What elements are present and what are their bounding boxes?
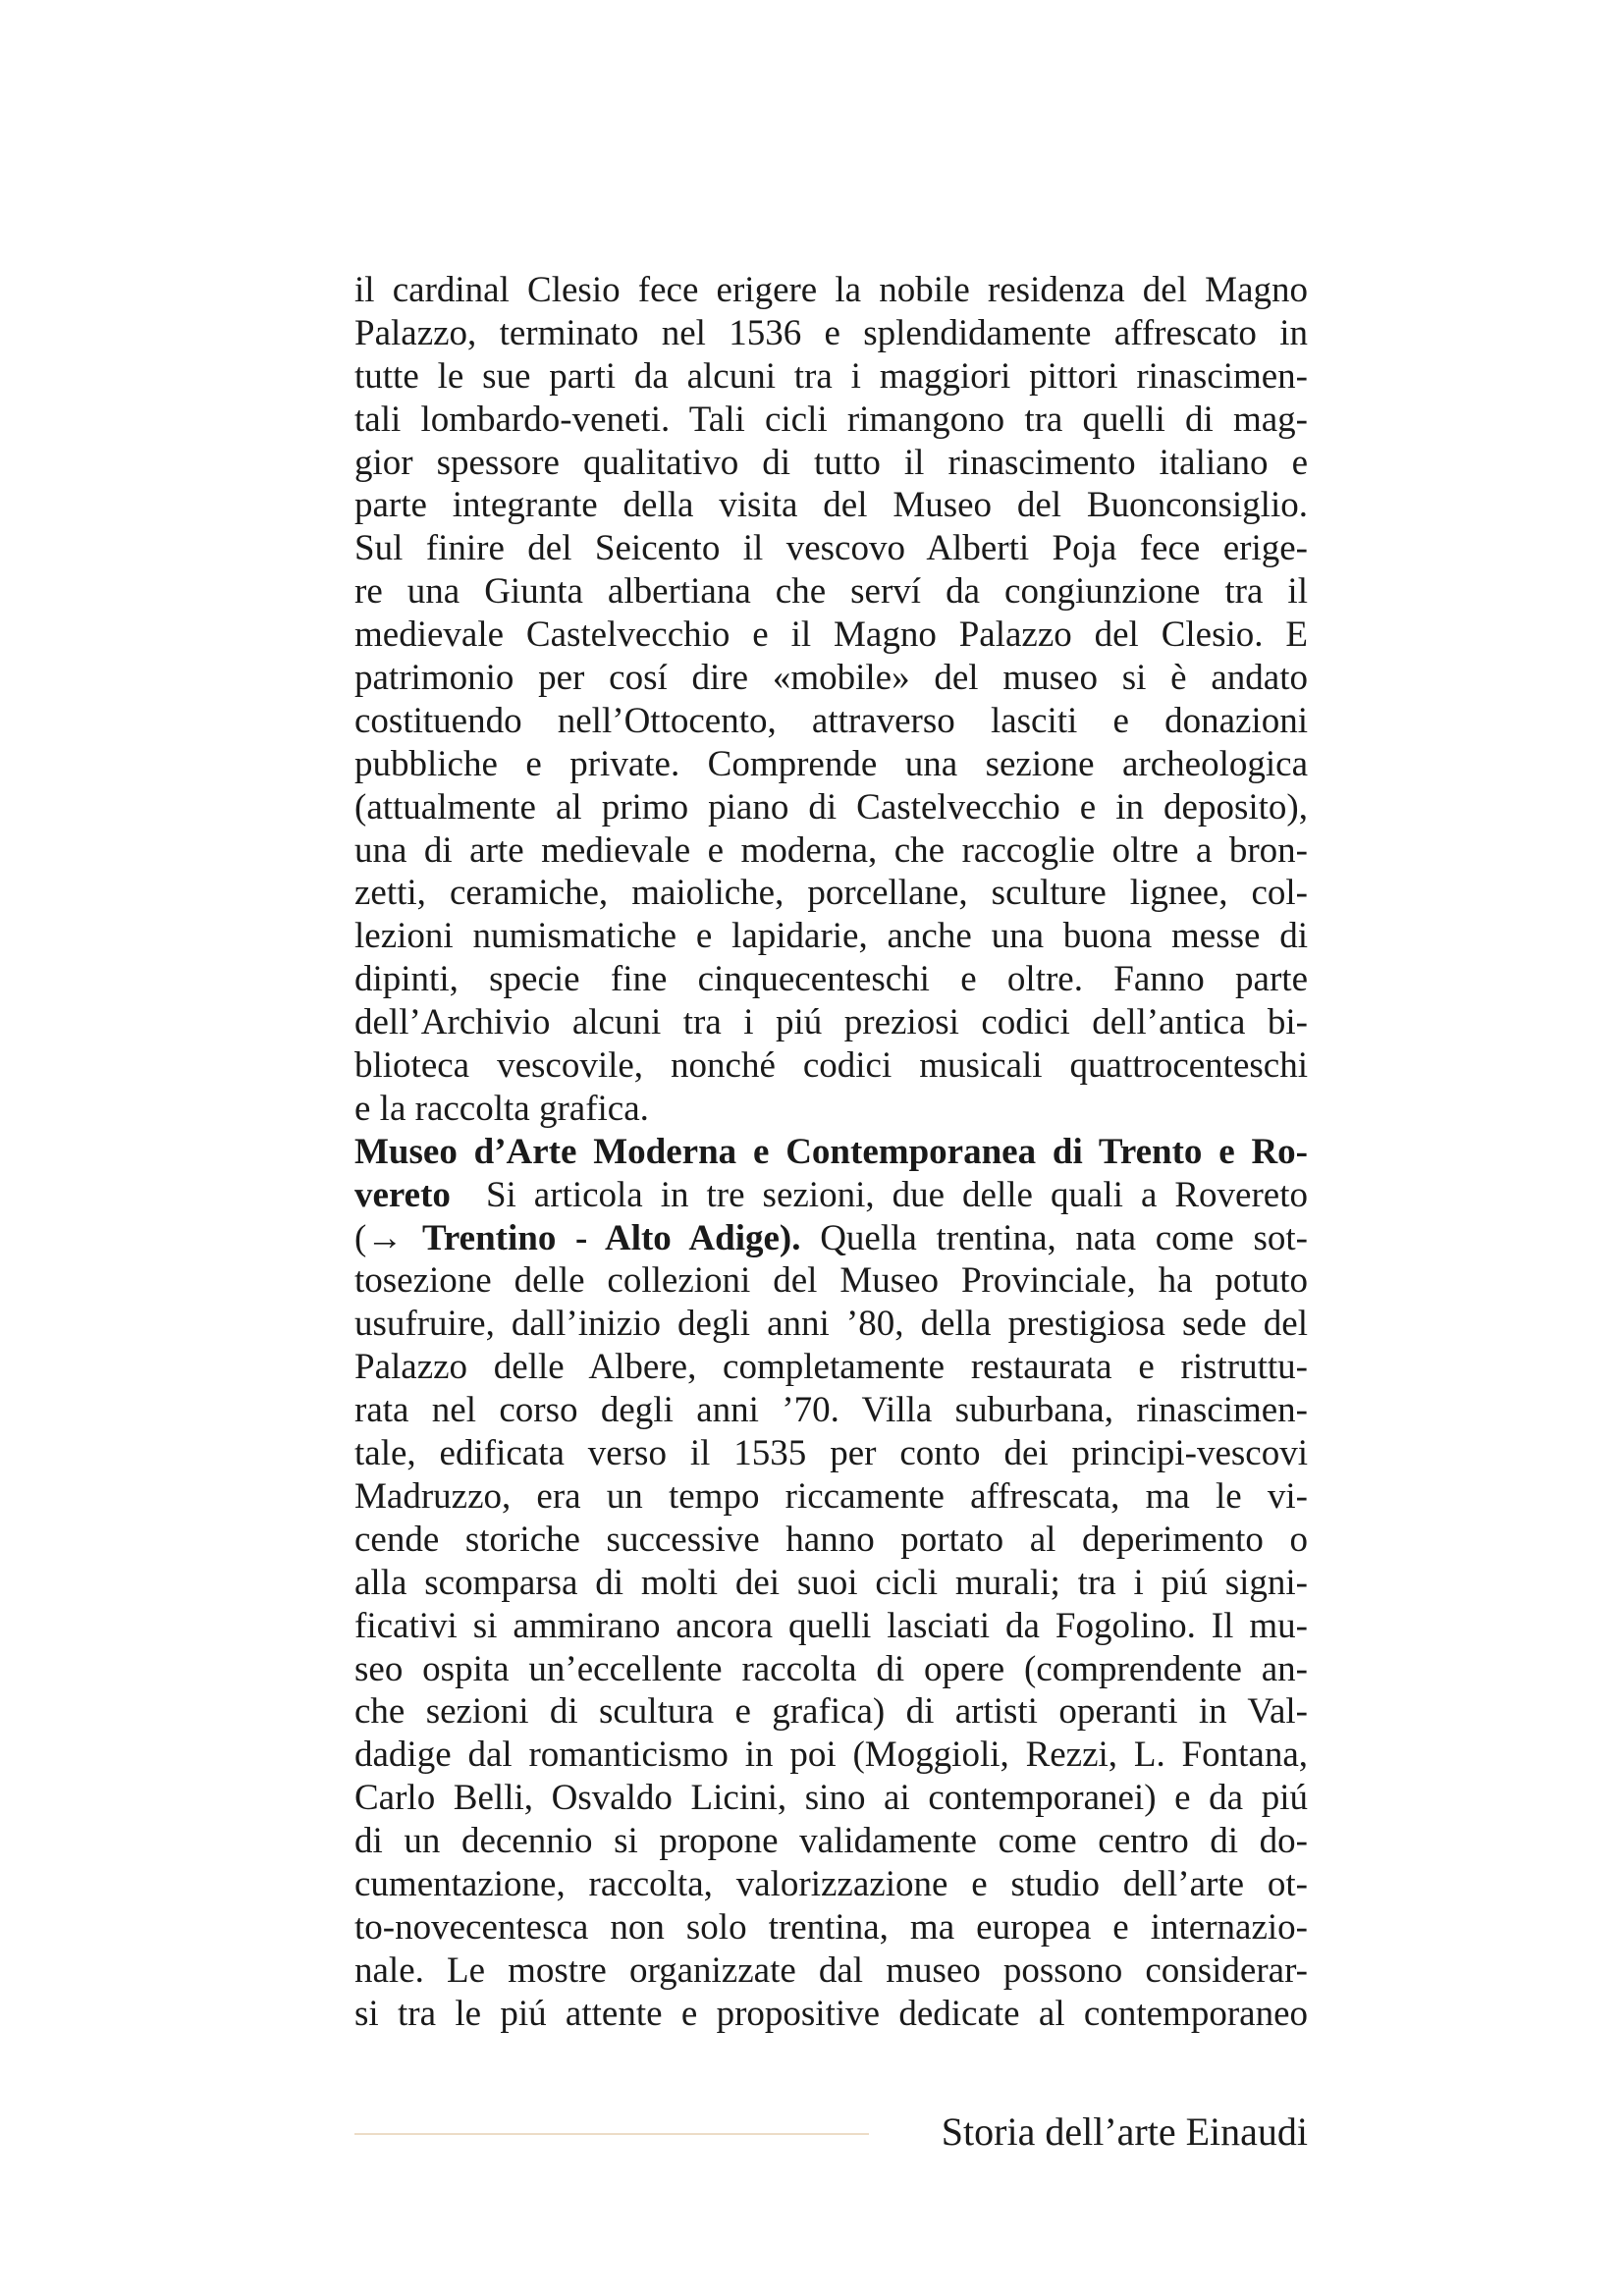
text-run: Si articola in tre sezioni, due delle quali a Rovereto (485, 1174, 1308, 1215)
text-line: tali lombardo-veneti. Tali cicli rimangono tra quelli di mag- (354, 399, 1308, 440)
text-line: parte integrante della visita del Museo del Buonconsiglio. (354, 485, 1308, 526)
text-line: tosezione delle collezioni del Museo Provinciale, ha potuto (354, 1260, 1308, 1302)
text-line: usufruire, dall’inizio degli anni ’80, della prestigiosa sede del (354, 1304, 1308, 1345)
text-run: Quella trentina, nata come sot- (820, 1217, 1308, 1258)
text-line: rata nel corso degli anni ’70. Villa suburbana, rinascimen- (354, 1390, 1308, 1431)
text-line: una di arte medievale e moderna, che raccoglie oltre a bron- (354, 829, 1308, 871)
text-line: alla scomparsa di molti dei suoi cicli murali; tra i piú signi- (354, 1562, 1308, 1603)
text-line (354, 1217, 1308, 1260)
text-line: ficativi si ammirano ancora quelli lasciati da Fogolino. Il mu- (354, 1605, 1308, 1646)
text-line: tutte le sue parti da alcuni tra i maggiori pittori rinascimen- (354, 355, 1308, 397)
text-line: pubbliche e private. Comprende una sezione archeologica (354, 743, 1308, 784)
text-line: il cardinal Clesio fece erigere la nobile residenza del Magno (354, 270, 1308, 310)
text-line: Sul finire del Seicento il vescovo Alberti Poja fece erige- (354, 528, 1308, 569)
text-line: di un decennio si propone validamente come centro di do- (354, 1821, 1308, 1862)
text-line: lezioni numismatiche e lapidarie, anche una buona messe di (354, 916, 1308, 957)
text-line: dell’Archivio alcuni tra i piú preziosi codici dell’antica bi- (354, 1002, 1308, 1043)
museum-heading-title: Museo d’Arte Moderna e Contemporanea di Trento e Ro- (354, 1131, 1308, 1172)
text-line: to-novecentesca non solo trentina, ma europea e internazio- (354, 1906, 1308, 1948)
cross-reference-link: Trentino - Alto Adige). (422, 1217, 801, 1258)
text-line: tale, edificata verso il 1535 per conto dei principi-vescovi (354, 1433, 1308, 1474)
footer-divider (354, 2133, 869, 2135)
text-line: dadige dal romanticismo in poi (Moggioli, Rezzi, L. Fontana, (354, 1735, 1308, 1776)
text-line: Palazzo, terminato nel 1536 e splendidamente affrescato in (354, 312, 1308, 353)
footer-title: Storia dell’arte Einaudi (941, 2109, 1308, 2154)
text-line: Madruzzo, era un tempo riccamente affrescata, ma le vi- (354, 1475, 1308, 1517)
text-line: gior spessore qualitativo di tutto il rinascimento italiano e (354, 442, 1308, 483)
text-line: cende storiche successive hanno portato al deperimento o (354, 1519, 1308, 1560)
museum-heading-title-end: vereto (354, 1174, 451, 1215)
text-line: patrimonio per cosí dire «mobile» del museo si è andato (354, 658, 1308, 699)
text-line: (attualmente al primo piano di Castelvecchio e in deposito), (354, 786, 1308, 828)
text-line: nale. Le mostre organizzate dal museo possono considerar- (354, 1949, 1308, 1991)
text-line: medievale Castelvecchio e il Magno Palazzo del Clesio. E (354, 614, 1308, 656)
text-line: blioteca vescovile, nonché codici musicali quattrocenteschi (354, 1045, 1308, 1087)
text-line: cumentazione, raccolta, valorizzazione e studio dell’arte ot- (354, 1863, 1308, 1904)
cross-reference-arrow: (→ (354, 1217, 404, 1258)
text-line: re una Giunta albertiana che serví da congiunzione tra il (354, 571, 1308, 613)
text-line: zetti, ceramiche, maioliche, porcellane, sculture lignee, col- (354, 873, 1308, 914)
museum-heading (354, 1131, 1308, 1174)
text-line: e la raccolta grafica. (354, 1088, 649, 1129)
text-line (354, 1174, 1308, 1217)
text-line: Palazzo delle Albere, completamente restaurata e ristruttu- (354, 1347, 1308, 1388)
text-line: Carlo Belli, Osvaldo Licini, sino ai contemporanei) e da piú (354, 1778, 1308, 1819)
text-line: dipinti, specie fine cinquecenteschi e oltre. Fanno parte (354, 959, 1308, 1000)
body-text (354, 269, 1308, 2036)
text-line: costituendo nell’Ottocento, attraverso lasciti e donazioni (354, 700, 1308, 741)
text-line: che sezioni di scultura e grafica) di artisti operanti in Val- (354, 1691, 1308, 1733)
text-line: si tra le piú attente e propositive dedicate al contemporaneo (354, 1993, 1308, 2034)
text-line: seo ospita un’eccellente raccolta di opere (comprendente an- (354, 1648, 1308, 1689)
